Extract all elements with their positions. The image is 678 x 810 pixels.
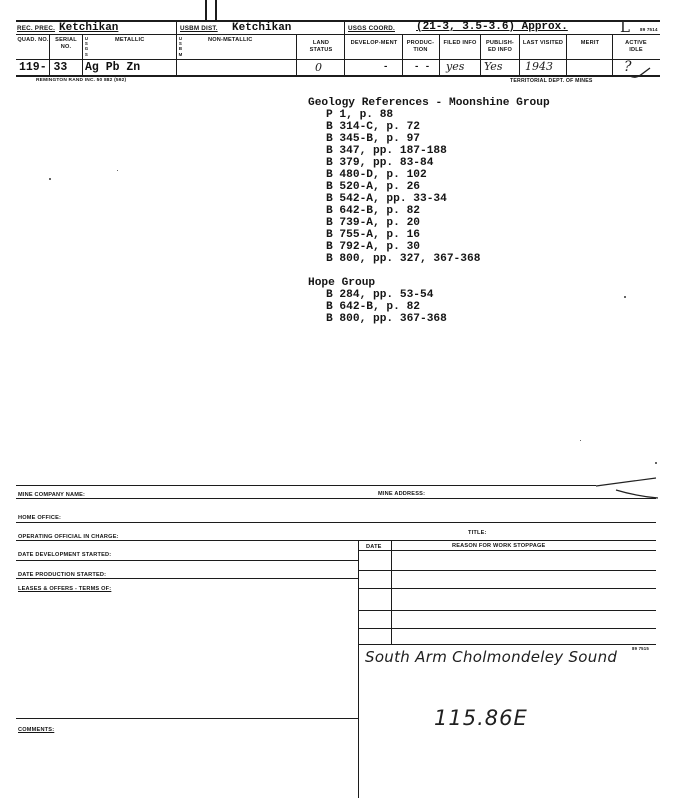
scan-speck [117, 170, 118, 171]
production-value: - - [414, 62, 431, 72]
lower-vertical-divider [358, 540, 359, 798]
reason-row-rule [358, 570, 656, 571]
references-title: Geology References - Moonshine Group [308, 97, 550, 109]
header-col-divider [402, 34, 403, 75]
header-row-rule [16, 34, 660, 35]
mine-address-label: MINE ADDRESS: [378, 491, 426, 497]
rec-prec-label: REC. PREC. [17, 25, 56, 32]
lower-form-code: 89 7515 [632, 646, 649, 651]
col-quad-no: QUAD. NO. [17, 37, 49, 43]
date-development-rule [16, 560, 358, 561]
reference-item: B 345-B, p. 97 [326, 133, 420, 145]
col-production: PRODUC-TION [406, 40, 435, 53]
development-value: - [383, 62, 389, 72]
hope-reference-item: B 284, pp. 53-54 [326, 289, 434, 301]
active-idle-value: ? [624, 59, 632, 75]
metallic-value: Ag Pb Zn [85, 61, 141, 74]
scribble-top-right [596, 476, 660, 500]
header-col-divider [480, 34, 481, 75]
mine-company-name-label: MINE COMPANY NAME: [18, 492, 86, 498]
col-nonmetallic: NON-METALLIC [208, 37, 253, 43]
col-merit: MERIT [580, 40, 600, 46]
reference-item: B 792-A, p. 30 [326, 241, 420, 253]
header-col-divider [344, 20, 345, 75]
reason-for-stoppage-label: REASON FOR WORK STOPPAGE [452, 543, 546, 549]
header-col-divider [519, 34, 520, 75]
header-col-divider [439, 34, 440, 75]
date-column-divider [391, 540, 392, 644]
reason-row-rule [358, 628, 656, 629]
quad-serial-value: 119- 33 [19, 61, 68, 74]
reference-item: B 520-A, p. 26 [326, 181, 420, 193]
reference-item: B 480-D, p. 102 [326, 169, 427, 181]
operating-official-label: OPERATING OFFICIAL IN CHARGE: [18, 534, 119, 540]
hope-group-title: Hope Group [308, 277, 376, 289]
reason-row-rule [358, 610, 656, 611]
reference-item: B 800, pp. 327, 367-368 [326, 253, 481, 265]
geology-references [308, 97, 550, 325]
col-development: DEVELOP-MENT [350, 40, 398, 46]
col-active-idle: ACTIVE IDLE [625, 40, 647, 53]
reason-header-rule [358, 550, 656, 551]
lower-top-rule [16, 485, 596, 486]
active-idle-check-icon [628, 64, 668, 80]
printer-line: REMINGTON RAND INC. 50 882 (592) [36, 78, 127, 83]
scan-speck [580, 440, 581, 441]
location-note: South Arm Cholmondeley Sound [365, 648, 618, 666]
date-development-started-label: DATE DEVELOPMENT STARTED: [18, 552, 112, 558]
col-last-visited: LAST VISITED [522, 40, 564, 46]
land-status-value: 0 [315, 61, 322, 74]
reference-item: B 542-A, pp. 33-34 [326, 193, 447, 205]
date-label: DATE [366, 544, 382, 550]
header-col-rule [16, 59, 660, 60]
published-info-value: Yes [484, 60, 503, 73]
usbm-dist-label: USBM DIST. [180, 25, 218, 32]
card-mark: L [620, 18, 630, 36]
rec-prec-value: Ketchikan [59, 22, 119, 34]
scan-speck [624, 296, 626, 298]
col-metallic: METALLIC [115, 37, 145, 43]
col-published-info: PUBLISH-ED INFO [485, 40, 514, 53]
hope-reference-item: B 642-B, p. 82 [326, 301, 420, 313]
header-col-divider [82, 34, 83, 75]
filed-info-value: yes [446, 60, 465, 73]
reference-item: B 755-A, p. 16 [326, 229, 420, 241]
usgs-coord-value: (21-3, 3.5-3.6) Approx. [416, 21, 568, 33]
usbm-dist-value: Ketchikan [232, 22, 292, 34]
reference-item: B 314-C, p. 72 [326, 121, 420, 133]
title-label: TITLE: [468, 530, 487, 536]
col-usgs-metallic: U S G S [84, 36, 89, 57]
usgs-coord-label: USGS COORD. [348, 25, 395, 32]
date-production-started-label: DATE PRODUCTION STARTED: [18, 572, 107, 578]
reference-item: B 739-A, p. 20 [326, 217, 420, 229]
col-land-status: LAND STATUS [309, 40, 333, 53]
comments-label: COMMENTS: [18, 727, 55, 733]
operating-official-rule [16, 540, 656, 541]
reference-item: P 1, p. 88 [326, 109, 394, 121]
reason-row-rule [358, 588, 656, 589]
punch-mark-left [205, 0, 207, 20]
comments-rule [16, 718, 358, 719]
reference-item: B 379, pp. 83-84 [326, 157, 434, 169]
header-col-divider [176, 20, 177, 75]
col-usbm-nonmetallic: U S B M [178, 36, 183, 57]
home-office-rule [16, 522, 656, 523]
header-col-divider [296, 34, 297, 75]
reference-item: B 642-B, p. 82 [326, 205, 420, 217]
leases-offers-label: LEASES & OFFERS - TERMS OF: [18, 586, 112, 592]
coordinate-note: 115.86E [434, 706, 528, 730]
scan-speck [655, 462, 657, 464]
reason-row-rule [358, 644, 656, 645]
header-col-divider [612, 34, 613, 75]
home-office-label: HOME OFFICE: [18, 515, 62, 521]
reference-gap [308, 265, 550, 277]
col-filed-info: FILED INFO [443, 40, 477, 46]
hope-reference-item: B 800, pp. 367-368 [326, 313, 447, 325]
date-production-rule [16, 578, 358, 579]
reference-item: B 347, pp. 187-188 [326, 145, 447, 157]
department-label: TERRITORIAL DEPT. OF MINES [510, 78, 593, 84]
header-col-divider [566, 34, 567, 75]
header-bottom-rule [16, 75, 660, 77]
header-form-code: 89 7514 [640, 27, 658, 32]
col-serial-no: SERIAL NO. [55, 37, 77, 50]
mine-company-rule [16, 498, 656, 499]
scan-speck [49, 178, 51, 180]
last-visited-value: 1943 [525, 60, 553, 73]
punch-mark-right [215, 0, 217, 20]
